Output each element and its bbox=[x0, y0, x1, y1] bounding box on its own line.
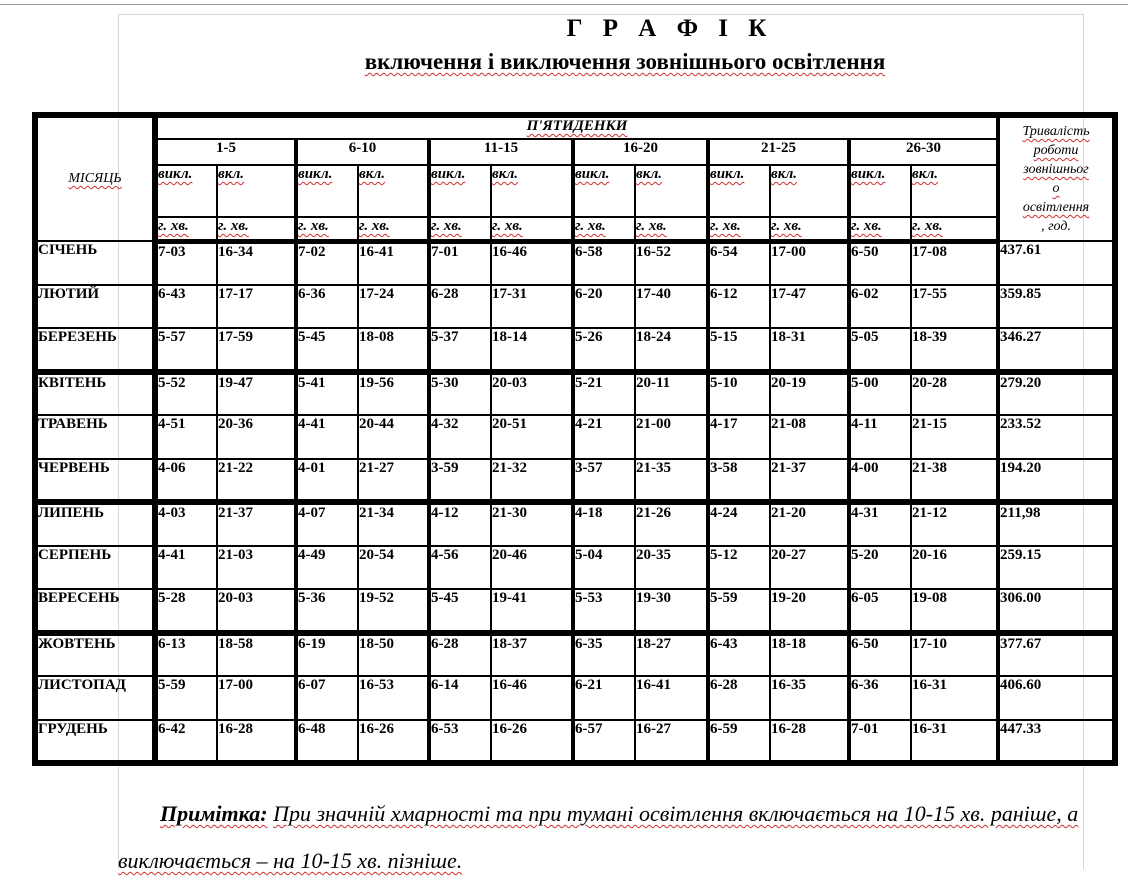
unit-label bbox=[429, 217, 491, 241]
off-time-cell: 4-00 bbox=[849, 459, 911, 503]
unit-label bbox=[155, 217, 217, 241]
on-time-cell: 16-34 bbox=[217, 241, 296, 285]
on-time-cell: 18-31 bbox=[770, 328, 849, 372]
off-time-cell: 5-30 bbox=[429, 372, 491, 416]
on-time-cell: 20-28 bbox=[911, 372, 998, 416]
on-time-cell: 21-27 bbox=[358, 459, 429, 503]
off-time-cell: 4-17 bbox=[708, 415, 770, 459]
off-label-text: викл. bbox=[851, 166, 886, 182]
off-time-cell: 6-19 bbox=[296, 633, 358, 677]
off-time-cell: 5-15 bbox=[708, 328, 770, 372]
off-label bbox=[155, 165, 217, 217]
off-time-cell: 6-13 bbox=[155, 633, 217, 677]
on-time-cell: 20-46 bbox=[491, 546, 573, 590]
on-time-cell: 17-10 bbox=[911, 633, 998, 677]
off-time-cell: 6-48 bbox=[296, 720, 358, 764]
table-row bbox=[35, 589, 1115, 633]
duration-cell: 306.00 bbox=[998, 589, 1115, 633]
off-time-cell: 5-21 bbox=[573, 372, 635, 416]
off-time-cell: 7-01 bbox=[429, 241, 491, 285]
off-time-cell: 6-43 bbox=[708, 633, 770, 677]
pentad-group-6: 26-30 bbox=[849, 139, 998, 165]
off-time-cell: 5-20 bbox=[849, 546, 911, 590]
off-time-cell: 3-57 bbox=[573, 459, 635, 503]
off-time-cell: 6-50 bbox=[849, 633, 911, 677]
off-time-cell: 6-35 bbox=[573, 633, 635, 677]
off-time-cell: 5-28 bbox=[155, 589, 217, 633]
off-time-cell: 6-36 bbox=[296, 285, 358, 329]
off-time-cell: 6-54 bbox=[708, 241, 770, 285]
on-time-cell: 16-41 bbox=[635, 676, 708, 720]
off-time-cell: 5-12 bbox=[708, 546, 770, 590]
off-time-cell: 4-06 bbox=[155, 459, 217, 503]
on-time-cell: 16-46 bbox=[491, 676, 573, 720]
duration-cell: 211,98 bbox=[998, 502, 1115, 546]
off-time-cell: 5-59 bbox=[155, 676, 217, 720]
on-time-cell: 21-12 bbox=[911, 502, 998, 546]
on-time-cell: 17-00 bbox=[217, 676, 296, 720]
on-time-cell: 21-03 bbox=[217, 546, 296, 590]
on-time-cell: 17-31 bbox=[491, 285, 573, 329]
on-time-cell: 21-26 bbox=[635, 502, 708, 546]
unit-label-text: г. хв. bbox=[218, 218, 249, 234]
off-label bbox=[573, 165, 635, 217]
on-time-cell: 21-37 bbox=[217, 502, 296, 546]
off-time-cell: 6-28 bbox=[429, 633, 491, 677]
on-time-cell: 21-30 bbox=[491, 502, 573, 546]
off-time-cell: 6-36 bbox=[849, 676, 911, 720]
subtitle-text: включення і виключення зовнішнього освітлення bbox=[364, 49, 886, 74]
off-time-cell: 6-14 bbox=[429, 676, 491, 720]
table-row bbox=[35, 241, 1115, 285]
off-time-cell: 4-41 bbox=[155, 546, 217, 590]
unit-label-text: г. хв. bbox=[575, 218, 606, 234]
off-time-cell: 6-50 bbox=[849, 241, 911, 285]
off-time-cell: 4-41 bbox=[296, 415, 358, 459]
on-time-cell: 21-22 bbox=[217, 459, 296, 503]
off-time-cell: 6-28 bbox=[708, 676, 770, 720]
duration-cell: 359.85 bbox=[998, 285, 1115, 329]
month-name: СІЧЕНЬ bbox=[35, 241, 155, 285]
off-time-cell: 4-56 bbox=[429, 546, 491, 590]
off-label bbox=[296, 165, 358, 217]
off-time-cell: 4-01 bbox=[296, 459, 358, 503]
unit-label bbox=[849, 217, 911, 241]
off-time-cell: 4-11 bbox=[849, 415, 911, 459]
unit-label-text: г. хв. bbox=[298, 218, 329, 234]
on-time-cell: 16-27 bbox=[635, 720, 708, 764]
unit-label-text: г. хв. bbox=[431, 218, 462, 234]
off-time-cell: 4-07 bbox=[296, 502, 358, 546]
on-time-cell: 20-19 bbox=[770, 372, 849, 416]
on-time-cell: 21-35 bbox=[635, 459, 708, 503]
lighting-schedule-table bbox=[32, 112, 1118, 766]
off-label-text: викл. bbox=[298, 166, 333, 182]
off-label bbox=[708, 165, 770, 217]
unit-label-text: г. хв. bbox=[710, 218, 741, 234]
duration-cell: 279.20 bbox=[998, 372, 1115, 416]
on-time-cell: 16-28 bbox=[770, 720, 849, 764]
on-time-cell: 17-55 bbox=[911, 285, 998, 329]
on-label bbox=[911, 165, 998, 217]
month-name: КВІТЕНЬ bbox=[35, 372, 155, 416]
off-label bbox=[429, 165, 491, 217]
duration-cell: 377.67 bbox=[998, 633, 1115, 677]
table-row bbox=[35, 720, 1115, 764]
off-time-cell: 6-59 bbox=[708, 720, 770, 764]
on-time-cell: 18-27 bbox=[635, 633, 708, 677]
off-time-cell: 5-05 bbox=[849, 328, 911, 372]
off-time-cell: 5-53 bbox=[573, 589, 635, 633]
off-time-cell: 4-32 bbox=[429, 415, 491, 459]
footnote bbox=[118, 790, 1083, 884]
on-time-cell: 17-08 bbox=[911, 241, 998, 285]
on-time-cell: 18-08 bbox=[358, 328, 429, 372]
unit-label-text: г. хв. bbox=[359, 218, 390, 234]
pentad-group-2: 6-10 bbox=[296, 139, 429, 165]
on-time-cell: 21-15 bbox=[911, 415, 998, 459]
document-subtitle bbox=[280, 48, 970, 76]
on-label-text: вкл. bbox=[636, 166, 663, 182]
on-time-cell: 18-50 bbox=[358, 633, 429, 677]
off-time-cell: 6-05 bbox=[849, 589, 911, 633]
on-time-cell: 16-26 bbox=[491, 720, 573, 764]
month-name: ГРУДЕНЬ bbox=[35, 720, 155, 764]
on-time-cell: 16-35 bbox=[770, 676, 849, 720]
window-top-border bbox=[0, 4, 1128, 5]
on-time-cell: 16-28 bbox=[217, 720, 296, 764]
on-time-cell: 19-08 bbox=[911, 589, 998, 633]
on-label bbox=[358, 165, 429, 217]
on-time-cell: 20-27 bbox=[770, 546, 849, 590]
unit-label-text: г. хв. bbox=[771, 218, 802, 234]
unit-label bbox=[573, 217, 635, 241]
on-time-cell: 21-00 bbox=[635, 415, 708, 459]
unit-label bbox=[217, 217, 296, 241]
unit-label bbox=[708, 217, 770, 241]
table-row bbox=[35, 372, 1115, 416]
on-time-cell: 20-35 bbox=[635, 546, 708, 590]
off-time-cell: 6-57 bbox=[573, 720, 635, 764]
table-row bbox=[35, 633, 1115, 677]
off-time-cell: 4-21 bbox=[573, 415, 635, 459]
off-time-cell: 5-59 bbox=[708, 589, 770, 633]
on-time-cell: 17-24 bbox=[358, 285, 429, 329]
unit-label-text: г. хв. bbox=[158, 218, 189, 234]
off-time-cell: 4-18 bbox=[573, 502, 635, 546]
on-time-cell: 20-16 bbox=[911, 546, 998, 590]
off-label bbox=[849, 165, 911, 217]
off-time-cell: 4-31 bbox=[849, 502, 911, 546]
on-time-cell: 19-56 bbox=[358, 372, 429, 416]
off-label-text: викл. bbox=[575, 166, 610, 182]
month-name: ЖОВТЕНЬ bbox=[35, 633, 155, 677]
duration-cell: 194.20 bbox=[998, 459, 1115, 503]
on-time-cell: 16-41 bbox=[358, 241, 429, 285]
on-time-cell: 20-51 bbox=[491, 415, 573, 459]
month-name: ЧЕРВЕНЬ bbox=[35, 459, 155, 503]
off-time-cell: 6-43 bbox=[155, 285, 217, 329]
off-time-cell: 6-53 bbox=[429, 720, 491, 764]
on-time-cell: 20-36 bbox=[217, 415, 296, 459]
table-row bbox=[35, 546, 1115, 590]
off-time-cell: 6-21 bbox=[573, 676, 635, 720]
unit-label-text: г. хв. bbox=[492, 218, 523, 234]
on-time-cell: 18-58 bbox=[217, 633, 296, 677]
on-time-cell: 16-52 bbox=[635, 241, 708, 285]
duration-cell: 233.52 bbox=[998, 415, 1115, 459]
off-label-text: викл. bbox=[710, 166, 745, 182]
on-time-cell: 20-54 bbox=[358, 546, 429, 590]
month-name: ЛИСТОПАД bbox=[35, 676, 155, 720]
off-time-cell: 5-45 bbox=[296, 328, 358, 372]
off-time-cell: 4-24 bbox=[708, 502, 770, 546]
off-time-cell: 7-03 bbox=[155, 241, 217, 285]
off-time-cell: 5-41 bbox=[296, 372, 358, 416]
duration-cell: 346.27 bbox=[998, 328, 1115, 372]
month-header: МІСЯЦЬ bbox=[35, 115, 155, 241]
off-time-cell: 7-01 bbox=[849, 720, 911, 764]
on-time-cell: 21-38 bbox=[911, 459, 998, 503]
on-time-cell: 21-37 bbox=[770, 459, 849, 503]
on-time-cell: 20-03 bbox=[491, 372, 573, 416]
on-time-cell: 20-11 bbox=[635, 372, 708, 416]
off-time-cell: 3-58 bbox=[708, 459, 770, 503]
month-name: БЕРЕЗЕНЬ bbox=[35, 328, 155, 372]
off-time-cell: 5-26 bbox=[573, 328, 635, 372]
on-label-text: вкл. bbox=[771, 166, 798, 182]
off-time-cell: 5-45 bbox=[429, 589, 491, 633]
on-time-cell: 17-47 bbox=[770, 285, 849, 329]
on-time-cell: 17-00 bbox=[770, 241, 849, 285]
pentad-group-5: 21-25 bbox=[708, 139, 849, 165]
unit-label bbox=[296, 217, 358, 241]
duration-cell: 259.15 bbox=[998, 546, 1115, 590]
on-label-text: вкл. bbox=[492, 166, 519, 182]
on-time-cell: 21-20 bbox=[770, 502, 849, 546]
off-time-cell: 5-36 bbox=[296, 589, 358, 633]
on-time-cell: 21-32 bbox=[491, 459, 573, 503]
unit-label bbox=[491, 217, 573, 241]
off-time-cell: 4-49 bbox=[296, 546, 358, 590]
duration-cell: 437.61 bbox=[998, 241, 1115, 285]
off-time-cell: 6-12 bbox=[708, 285, 770, 329]
on-time-cell: 16-31 bbox=[911, 676, 998, 720]
on-time-cell: 19-52 bbox=[358, 589, 429, 633]
table-row bbox=[35, 502, 1115, 546]
pentad-group-3: 11-15 bbox=[429, 139, 573, 165]
month-name: СЕРПЕНЬ bbox=[35, 546, 155, 590]
off-time-cell: 3-59 bbox=[429, 459, 491, 503]
on-time-cell: 20-44 bbox=[358, 415, 429, 459]
on-label-text: вкл. bbox=[218, 166, 245, 182]
month-name: ЛИПЕНЬ bbox=[35, 502, 155, 546]
off-label-text: викл. bbox=[431, 166, 466, 182]
off-time-cell: 6-20 bbox=[573, 285, 635, 329]
duration-cell: 447.33 bbox=[998, 720, 1115, 764]
on-time-cell: 21-34 bbox=[358, 502, 429, 546]
on-label bbox=[217, 165, 296, 217]
on-time-cell: 19-47 bbox=[217, 372, 296, 416]
table-row bbox=[35, 415, 1115, 459]
off-time-cell: 5-00 bbox=[849, 372, 911, 416]
pentads-header: П'ЯТИДЕНКИ bbox=[155, 115, 998, 139]
on-time-cell: 19-30 bbox=[635, 589, 708, 633]
footnote-text: При значній хмарності та при тумані освітлення включається на 10-15 хв. раніше, а виключається – на 10-15 хв. пізніше. bbox=[118, 801, 1079, 873]
unit-label-text: г. хв. bbox=[636, 218, 667, 234]
on-time-cell: 20-03 bbox=[217, 589, 296, 633]
month-name: ЛЮТИЙ bbox=[35, 285, 155, 329]
on-time-cell: 17-17 bbox=[217, 285, 296, 329]
off-label-text: викл. bbox=[158, 166, 193, 182]
document-title: Г Р А Ф І К bbox=[566, 15, 774, 42]
off-time-cell: 6-58 bbox=[573, 241, 635, 285]
table-row bbox=[35, 459, 1115, 503]
off-time-cell: 4-03 bbox=[155, 502, 217, 546]
off-time-cell: 5-37 bbox=[429, 328, 491, 372]
on-time-cell: 16-53 bbox=[358, 676, 429, 720]
unit-label bbox=[911, 217, 998, 241]
on-time-cell: 18-37 bbox=[491, 633, 573, 677]
on-label-text: вкл. bbox=[912, 166, 939, 182]
on-time-cell: 16-46 bbox=[491, 241, 573, 285]
on-time-cell: 17-40 bbox=[635, 285, 708, 329]
unit-label-text: г. хв. bbox=[912, 218, 943, 234]
off-time-cell: 6-07 bbox=[296, 676, 358, 720]
on-time-cell: 19-41 bbox=[491, 589, 573, 633]
pentad-group-1: 1-5 bbox=[155, 139, 296, 165]
unit-label bbox=[358, 217, 429, 241]
on-time-cell: 16-26 bbox=[358, 720, 429, 764]
on-label bbox=[770, 165, 849, 217]
on-time-cell: 18-14 bbox=[491, 328, 573, 372]
footnote-label: Примітка: bbox=[160, 801, 268, 826]
off-time-cell: 7-02 bbox=[296, 241, 358, 285]
off-time-cell: 4-51 bbox=[155, 415, 217, 459]
on-time-cell: 18-24 bbox=[635, 328, 708, 372]
off-time-cell: 6-02 bbox=[849, 285, 911, 329]
pentad-group-4: 16-20 bbox=[573, 139, 708, 165]
off-time-cell: 6-42 bbox=[155, 720, 217, 764]
on-time-cell: 21-08 bbox=[770, 415, 849, 459]
off-time-cell: 5-04 bbox=[573, 546, 635, 590]
off-time-cell: 5-52 bbox=[155, 372, 217, 416]
on-label bbox=[635, 165, 708, 217]
unit-label-text: г. хв. bbox=[851, 218, 882, 234]
off-time-cell: 5-57 bbox=[155, 328, 217, 372]
on-time-cell: 18-39 bbox=[911, 328, 998, 372]
duration-cell: 406.60 bbox=[998, 676, 1115, 720]
on-label bbox=[491, 165, 573, 217]
on-time-cell: 19-20 bbox=[770, 589, 849, 633]
on-time-cell: 17-59 bbox=[217, 328, 296, 372]
on-time-cell: 18-18 bbox=[770, 633, 849, 677]
month-name: ТРАВЕНЬ bbox=[35, 415, 155, 459]
month-name: ВЕРЕСЕНЬ bbox=[35, 589, 155, 633]
unit-label bbox=[635, 217, 708, 241]
on-time-cell: 16-31 bbox=[911, 720, 998, 764]
off-time-cell: 6-28 bbox=[429, 285, 491, 329]
unit-label bbox=[770, 217, 849, 241]
table-row bbox=[35, 285, 1115, 329]
off-time-cell: 5-10 bbox=[708, 372, 770, 416]
table-row bbox=[35, 676, 1115, 720]
on-label-text: вкл. bbox=[359, 166, 386, 182]
table-row bbox=[35, 328, 1115, 372]
off-time-cell: 4-12 bbox=[429, 502, 491, 546]
duration-header: Тривалість роботи зовнішньог о освітлення , год. bbox=[998, 115, 1115, 241]
